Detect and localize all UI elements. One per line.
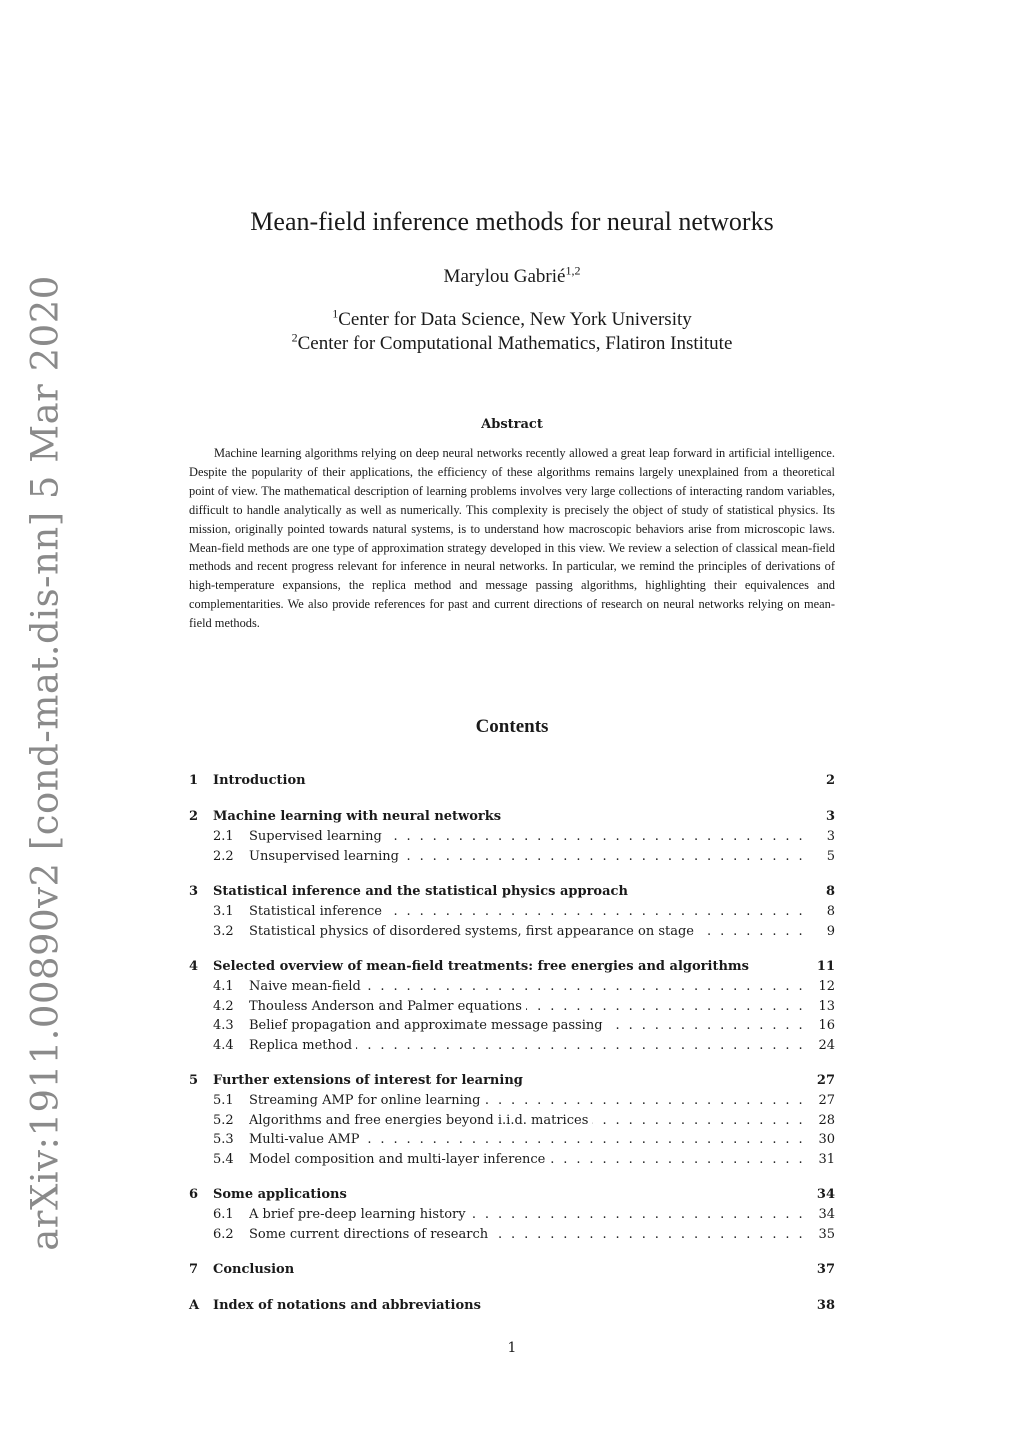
toc-subsection-title: Replica method	[249, 1038, 356, 1053]
toc-section	[189, 770, 835, 791]
toc-subsection-number: 6.2	[213, 1226, 234, 1242]
toc-subsection-title: Streaming AMP for online learning	[249, 1093, 484, 1108]
toc-subsection-page: 30	[818, 1132, 835, 1147]
toc-section-entry[interactable]	[189, 881, 835, 902]
toc-subsection-title-wrap	[249, 827, 805, 847]
toc-subsection-entry[interactable]	[189, 1130, 835, 1150]
toc-subsection-entry[interactable]	[189, 1150, 835, 1170]
toc-subsection-number: 4.2	[213, 998, 234, 1014]
toc-subsection-title-wrap	[249, 1150, 805, 1170]
toc-subsection-title: Model composition and multi-layer inference	[249, 1152, 549, 1167]
toc-section-title-wrap	[213, 1259, 795, 1280]
toc-subsection-title-wrap	[249, 1205, 805, 1225]
toc-section-number: 6	[189, 1187, 199, 1202]
toc-subsection-number: 3.2	[213, 923, 234, 939]
toc-subsection-title-wrap	[249, 1091, 805, 1111]
toc-section-entry[interactable]	[189, 1070, 835, 1091]
toc-subsection-title-wrap	[249, 922, 805, 942]
toc-subsection-entry[interactable]	[189, 977, 835, 997]
toc-subsection-title: Multi-value AMP	[249, 1132, 364, 1147]
toc-subsection-entry[interactable]	[189, 1016, 835, 1036]
toc-subsection-entry[interactable]	[189, 1225, 835, 1245]
table-of-contents	[189, 770, 835, 1331]
toc-subsection-page: 28	[818, 1112, 835, 1128]
toc-section-entry[interactable]	[189, 770, 835, 791]
toc-section-page: 11	[816, 959, 835, 974]
toc-section-title: Index of notations and abbreviations	[213, 1298, 485, 1313]
affiliation-1-text: Center for Data Science, New York University	[338, 309, 692, 330]
toc-subsection-title: Some current directions of research	[249, 1227, 492, 1242]
toc-section	[189, 1259, 835, 1280]
toc-section-number: 3	[189, 884, 199, 899]
toc-subsection-entry[interactable]	[189, 1205, 835, 1225]
arxiv-identifier-stamp: arXiv:1911.00890v2 [cond-mat.dis-nn] 5 Mar 2020	[23, 275, 67, 1251]
toc-subsection-entry[interactable]	[189, 1091, 835, 1111]
toc-subsection-entry[interactable]	[189, 997, 835, 1017]
toc-section-title: Conclusion	[213, 1262, 298, 1277]
toc-subsection-page: 24	[818, 1037, 835, 1053]
toc-subsection-number: 3.1	[213, 904, 234, 919]
toc-subsection-page: 3	[826, 829, 835, 844]
toc-section-title: Introduction	[213, 773, 310, 788]
paper-title: Mean-field inference methods for neural networks	[250, 207, 774, 236]
toc-section-page: 8	[825, 884, 835, 899]
toc-subsection-entry[interactable]	[189, 922, 835, 942]
toc-section-page: 34	[816, 1187, 835, 1202]
toc-subsection-title-wrap	[249, 1130, 805, 1150]
toc-subsection-number: 5.4	[213, 1151, 234, 1167]
toc-section-page: 38	[816, 1298, 835, 1313]
toc-subsection-page: 12	[818, 979, 835, 994]
toc-subsection-page: 27	[818, 1093, 835, 1108]
toc-section	[189, 881, 835, 941]
toc-subsection-number: 4.3	[213, 1018, 234, 1033]
toc-section-number: 7	[189, 1262, 199, 1277]
toc-subsection-number: 5.2	[213, 1112, 234, 1128]
toc-subsection-page: 8	[826, 904, 835, 919]
toc-section-entry[interactable]	[189, 1295, 835, 1316]
toc-section	[189, 1184, 835, 1244]
toc-subsection-title: Statistical inference	[249, 904, 386, 919]
toc-subsection-page: 13	[818, 998, 835, 1014]
affiliation-2	[0, 330, 1024, 355]
page-number: 1	[507, 1340, 517, 1356]
toc-subsection-entry[interactable]	[189, 1111, 835, 1131]
author-affiliation-marks: 1,2	[565, 263, 581, 278]
toc-subsection-title: Algorithms and free energies beyond i.i.d. matrices	[249, 1113, 592, 1128]
toc-subsection-page: 16	[818, 1018, 835, 1033]
affiliation-2-text: Center for Computational Mathematics, Flatiron Institute	[297, 333, 733, 354]
toc-subsection-entry[interactable]	[189, 1036, 835, 1056]
toc-section-title: Selected overview of mean-field treatments: free energies and algorithms	[213, 959, 753, 974]
toc-section-title-wrap	[213, 956, 795, 977]
abstract-heading: Abstract	[481, 417, 543, 432]
toc-subsection-number: 2.1	[213, 829, 234, 844]
toc-subsection-number: 5.1	[213, 1093, 234, 1108]
toc-subsection-entry[interactable]	[189, 847, 835, 867]
toc-subsection-title-wrap	[249, 977, 805, 997]
toc-subsection-title: Unsupervised learning	[249, 849, 403, 864]
toc-subsection-entry[interactable]	[189, 827, 835, 847]
toc-section-number: 4	[189, 959, 199, 974]
toc-section-number: 1	[189, 773, 199, 788]
toc-section-title: Further extensions of interest for learning	[213, 1073, 527, 1088]
toc-section-title-wrap	[213, 770, 795, 791]
contents-heading: Contents	[475, 716, 549, 737]
toc-subsection-title-wrap	[249, 1016, 805, 1036]
toc-subsection-title: Supervised learning	[249, 829, 386, 844]
toc-section	[189, 806, 835, 866]
toc-section-entry[interactable]	[189, 1259, 835, 1280]
toc-section-title: Machine learning with neural networks	[213, 809, 505, 824]
toc-subsection-title: Statistical physics of disordered systems, first appearance on stage	[249, 924, 698, 939]
toc-section-entry[interactable]	[189, 956, 835, 977]
toc-subsection-number: 4.4	[213, 1037, 234, 1053]
author-name: Marylou Gabrié	[443, 266, 566, 287]
toc-section-page: 27	[816, 1073, 835, 1088]
toc-section	[189, 1295, 835, 1316]
toc-subsection-title: A brief pre-deep learning history	[249, 1207, 470, 1222]
toc-subsection-title-wrap	[249, 847, 805, 867]
toc-subsection-page: 35	[818, 1226, 835, 1242]
toc-section-title-wrap	[213, 806, 795, 827]
toc-section-title: Statistical inference and the statistical physics approach	[213, 884, 632, 899]
toc-subsection-page: 9	[826, 923, 835, 939]
toc-subsection-number: 4.1	[213, 979, 234, 994]
toc-subsection-entry[interactable]	[189, 902, 835, 922]
toc-section-title-wrap	[213, 1295, 795, 1316]
toc-section	[189, 956, 835, 1055]
toc-section-title-wrap	[213, 1070, 795, 1091]
affiliation-1-mark: 1	[332, 306, 339, 321]
abstract-body: Machine learning algorithms relying on deep neural networks recently allowed a great leap forward in artificial intelligence. Despite the popularity of their applications, the efficiency of these algorithms remains largely unexplained from a theoretical point of view. The mathematical description of learning problems involves very large collections of interacting random variables, difficult to handle analytically as well as numerically. This complexity is precisely the object of study of statistical physics. Its mission, originally pointed towards natural systems, is to understand how macroscopic behaviors arise from microscopic laws. Mean-field methods are one type of approximation strategy developed in this view. We review a selection of classical mean-field methods and recent progress relevant for inference in neural networks. In particular, we remind the principles of derivations of high-temperature expansions, the replica method and message passing algorithms, highlighting their equivalences and complementarities. We also provide references for past and current directions of research on neural networks relying on mean-field methods.	[189, 446, 835, 631]
toc-section-title-wrap	[213, 1184, 795, 1205]
toc-section-number: A	[189, 1298, 200, 1313]
toc-section-number: 5	[189, 1073, 199, 1088]
toc-section-title: Some applications	[213, 1187, 351, 1202]
toc-section-entry[interactable]	[189, 1184, 835, 1205]
toc-subsection-page: 31	[818, 1151, 835, 1167]
toc-subsection-number: 6.1	[213, 1207, 234, 1222]
toc-subsection-title-wrap	[249, 1111, 805, 1131]
toc-section-page: 37	[816, 1262, 835, 1277]
toc-section-entry[interactable]	[189, 806, 835, 827]
toc-section-page: 2	[825, 773, 835, 788]
toc-section-page: 3	[825, 809, 835, 824]
toc-subsection-title: Naive mean-field	[249, 979, 365, 994]
affiliation-1	[0, 306, 1024, 331]
toc-section-title-wrap	[213, 881, 795, 902]
toc-subsection-title-wrap	[249, 902, 805, 922]
toc-subsection-page: 5	[826, 848, 835, 864]
toc-subsection-number: 5.3	[213, 1132, 234, 1147]
toc-subsection-page: 34	[818, 1207, 835, 1222]
toc-subsection-title: Thouless Anderson and Palmer equations	[249, 999, 526, 1014]
toc-section	[189, 1070, 835, 1169]
affiliation-2-mark: 2	[291, 330, 298, 345]
toc-section-number: 2	[189, 809, 199, 824]
toc-subsection-title-wrap	[249, 997, 805, 1017]
toc-subsection-title-wrap	[249, 1036, 805, 1056]
author-line	[0, 263, 1024, 288]
toc-subsection-title-wrap	[249, 1225, 805, 1245]
toc-subsection-title: Belief propagation and approximate message passing	[249, 1018, 607, 1033]
toc-subsection-number: 2.2	[213, 848, 234, 864]
